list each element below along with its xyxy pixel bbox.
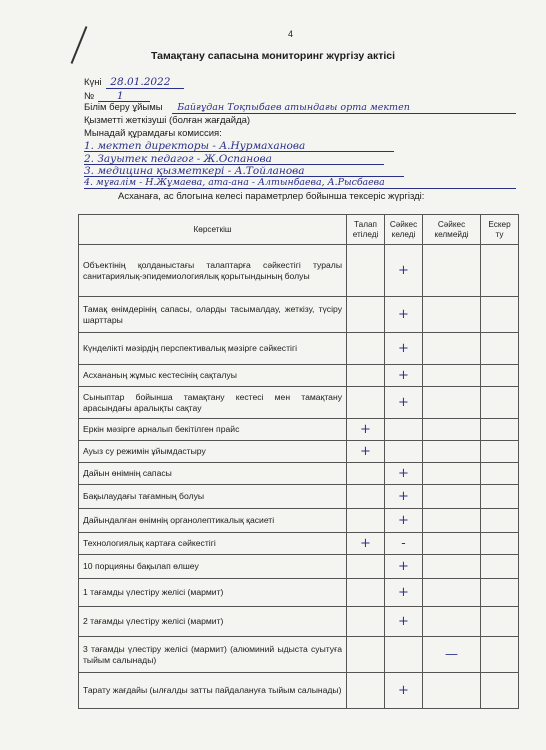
required-cell: + (347, 533, 385, 555)
required-cell: + (347, 441, 385, 463)
commission-member: 4. мұғалім - Н.Жұмаева, ата-ана - Алтынбаева, А.Рысбаева (84, 177, 385, 188)
required-cell (347, 555, 385, 579)
table-row (79, 555, 519, 579)
indicator-cell: Еркін мәзірге арналып бекітілген прайс (79, 419, 347, 441)
compliant-cell: + (385, 245, 423, 297)
required-cell (347, 463, 385, 485)
noncompliant-cell (423, 533, 481, 555)
date-value: 28.01.2022 (110, 76, 171, 88)
compliant-cell: + (385, 485, 423, 509)
note-cell (481, 297, 519, 333)
required-cell (347, 365, 385, 387)
date-label: Күні (84, 77, 102, 88)
compliant-cell: - (385, 533, 423, 555)
noncompliant-cell (423, 387, 481, 419)
page-number: 4 (288, 29, 294, 39)
compliant-cell: + (385, 579, 423, 607)
compliant-cell: + (385, 463, 423, 485)
indicator-cell: Күнделікті мәзірдің перспективалық мәзірге сәйкестігі (79, 333, 347, 365)
organization-row (84, 102, 410, 113)
noncompliant-cell (423, 579, 481, 607)
header-required: Талап етіледі (347, 215, 385, 245)
commission-label: Мынадай құрамдағы комиссия: (84, 128, 222, 139)
compliant-cell (385, 637, 423, 673)
indicator-cell: Объектінің қолданыстағы талаптарға сәйкестігі туралы санитариялық-эпидемиологиялық қорытындының болуы (79, 245, 347, 297)
noncompliant-cell (423, 673, 481, 709)
table-row (79, 637, 519, 673)
compliant-cell: + (385, 509, 423, 533)
table-row (79, 387, 519, 419)
indicator-cell: Ауыз су режимін ұйымдастыру (79, 441, 347, 463)
table-row (79, 419, 519, 441)
organization-label: Білім беру ұйымы (84, 102, 163, 113)
note-cell (481, 555, 519, 579)
compliant-cell: + (385, 673, 423, 709)
noncompliant-cell (423, 297, 481, 333)
indicator-cell: 1 тағамды үлестіру желісі (мармит) (79, 579, 347, 607)
required-cell (347, 485, 385, 509)
required-cell (347, 509, 385, 533)
header-compliant: Сәйкес келеді (385, 215, 423, 245)
date-underline (106, 88, 184, 89)
noncompliant-cell (423, 485, 481, 509)
table-row (79, 509, 519, 533)
noncompliant-cell (423, 509, 481, 533)
note-cell (481, 673, 519, 709)
header-noncompliant: Сәйкес келмейді (423, 215, 481, 245)
noncompliant-cell (423, 333, 481, 365)
required-cell (347, 333, 385, 365)
noncompliant-cell (423, 419, 481, 441)
commission-underline (84, 151, 394, 152)
number-value: 1 (116, 90, 124, 102)
indicator-cell: Технологиялық картаға сәйкестігі (79, 533, 347, 555)
table-row (79, 333, 519, 365)
indicator-cell: 2 тағамды үлестіру желісі (мармит) (79, 607, 347, 637)
table-row (79, 297, 519, 333)
commission-member: 2. Зауытек педагог - Ж.Оспанова (84, 153, 272, 165)
commission-underline (84, 188, 516, 189)
commission-member: 1. мектеп директоры - А.Нурмаханова (84, 140, 306, 152)
table-row (79, 485, 519, 509)
table-row (79, 441, 519, 463)
organization-value: Байғұдан Тоқпыбаев атындағы орта мектеп (177, 102, 410, 113)
note-cell (481, 365, 519, 387)
table-row (79, 673, 519, 709)
required-cell (347, 387, 385, 419)
noncompliant-cell (423, 463, 481, 485)
note-cell (481, 463, 519, 485)
noncompliant-cell (423, 555, 481, 579)
organization-underline (172, 113, 516, 114)
compliant-cell: + (385, 365, 423, 387)
indicator-cell: Дайындалған өнімнің органолептикалық қасиеті (79, 509, 347, 533)
noncompliant-cell: — (423, 637, 481, 673)
table-row (79, 607, 519, 637)
number-label: № (84, 91, 95, 102)
noncompliant-cell (423, 441, 481, 463)
required-cell (347, 245, 385, 297)
note-cell (481, 533, 519, 555)
required-cell (347, 297, 385, 333)
compliant-cell: + (385, 607, 423, 637)
indicator-cell: Сыныптар бойынша тамақтану кестесі мен тамақтану арасындағы аралықты сақтау (79, 387, 347, 419)
noncompliant-cell (423, 365, 481, 387)
note-cell (481, 607, 519, 637)
indicator-cell: 3 тағамды үлестіру желісі (мармит) (алюминий ыдыста суытуға тыйым салынады) (79, 637, 347, 673)
table-row (79, 533, 519, 555)
indicator-cell: 10 порцияны бақылап өлшеу (79, 555, 347, 579)
table-row (79, 245, 519, 297)
required-cell (347, 673, 385, 709)
noncompliant-cell (423, 607, 481, 637)
noncompliant-cell (423, 245, 481, 297)
inspection-intro: Асханаға, ас блогына келесі параметрлер бойынша тексеріс жүргізді: (118, 191, 425, 202)
table-row (79, 579, 519, 607)
indicator-cell: Бақылаудағы тағамның болуы (79, 485, 347, 509)
table-header-row (79, 215, 519, 245)
header-indicator: Көрсеткіш (79, 215, 347, 245)
note-cell (481, 441, 519, 463)
required-cell (347, 607, 385, 637)
note-cell (481, 485, 519, 509)
provider-label: Қызметті жеткізуші (болған жағдайда) (84, 115, 251, 126)
compliant-cell: + (385, 555, 423, 579)
required-cell: + (347, 419, 385, 441)
indicator-cell: Тамақ өнімдерінің сапасы, оларды тасымалдау, жеткізу, түсіру шарттары (79, 297, 347, 333)
date-row (84, 76, 170, 88)
commission-member: 3. медицина қызметкері - А.Тойланова (84, 165, 305, 177)
compliant-cell (385, 441, 423, 463)
note-cell (481, 333, 519, 365)
compliant-cell (385, 419, 423, 441)
note-cell (481, 509, 519, 533)
table-row (79, 365, 519, 387)
note-cell (481, 245, 519, 297)
note-cell (481, 387, 519, 419)
table-row (79, 463, 519, 485)
compliant-cell: + (385, 297, 423, 333)
indicator-cell: Дайын өнімнің сапасы (79, 463, 347, 485)
note-cell (481, 419, 519, 441)
compliant-cell: + (385, 333, 423, 365)
required-cell (347, 579, 385, 607)
note-cell (481, 579, 519, 607)
compliant-cell: + (385, 387, 423, 419)
indicator-cell: Асхананың жұмыс кестесінің сақталуы (79, 365, 347, 387)
indicator-cell: Тарату жағдайы (ылғалды затты пайдалануға тыйым салынады) (79, 673, 347, 709)
header-note: Ескер ту (481, 215, 519, 245)
document-title: Тамақтану сапасына мониторинг жүргізу актісі (150, 50, 396, 62)
inspection-table (78, 214, 519, 709)
note-cell (481, 637, 519, 673)
required-cell (347, 637, 385, 673)
